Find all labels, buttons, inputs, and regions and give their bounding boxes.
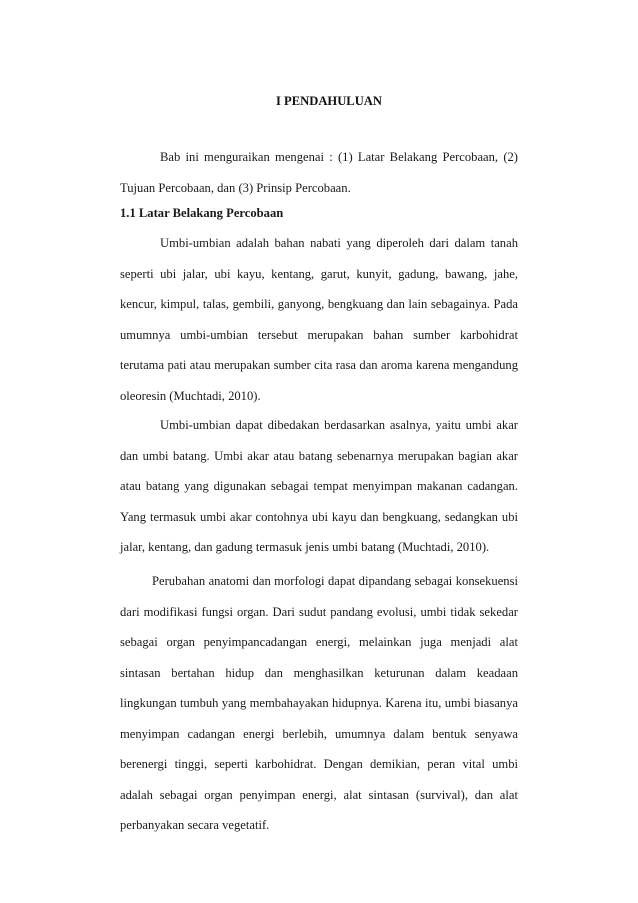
body-block-2: [120, 410, 518, 563]
body-block-3: [120, 566, 518, 841]
intro-paragraph: Bab ini menguraikan mengenai : (1) Latar Belakang Percobaan, (2) Tujuan Percobaan, dan (3) Prinsip Percobaan.: [120, 150, 518, 195]
paragraph-2: Umbi-umbian dapat dibedakan berdasarkan asalnya, yaitu umbi akar dan umbi batang. Umbi akar atau batang sebenarnya merupakan bagian akar atau batang yang digunakan sebagai tempat menyimpan makanan cadangan. Yang termasuk umbi akar contohnya ubi kayu dan bengkuang, sedangkan ubi jalar, kentang, dan gadung termasuk jenis umbi batang (Muchtadi, 2010).: [120, 418, 518, 554]
intro-block: [120, 142, 518, 203]
body-block-1: [120, 228, 518, 411]
section-heading: 1.1 Latar Belakang Percobaan: [120, 206, 284, 220]
chapter-title: I PENDAHULUAN: [275, 94, 382, 108]
paragraph-1: Umbi-umbian adalah bahan nabati yang diperoleh dari dalam tanah seperti ubi jalar, ubi kayu, kentang, garut, kunyit, gadung, bawang, jahe, kencur, kimpul, talas, gembili, ganyong, bengkuang dan lain sebagainya. Pada umumnya umbi-umbian tersebut merupakan bahan sumber karbohidrat terutama pati atau merupakan sumber cita rasa dan aroma karena mengandung oleoresin (Muchtadi, 2010).: [120, 236, 518, 403]
paragraph-3: Perubahan anatomi dan morfologi dapat dipandang sebagai konsekuensi dari modifikasi fungsi organ. Dari sudut pandang evolusi, umbi tidak sekedar sebagai organ penyimpancadangan energi, melainkan juga menjadi alat sintasan bertahan hidup dan menghasilkan keturunan dalam keadaan lingkungan tumbuh yang membahayakan hidupnya. Karena itu, umbi biasanya menyimpan cadangan energi berlebih, umumnya dalam bentuk senyawa berenergi tinggi, seperti karbohidrat. Dengan demikian, peran vital umbi adalah sebagai organ penyimpan energi, alat sintasan (survival), dan alat perbanyakan secara vegetatif.: [120, 574, 518, 832]
